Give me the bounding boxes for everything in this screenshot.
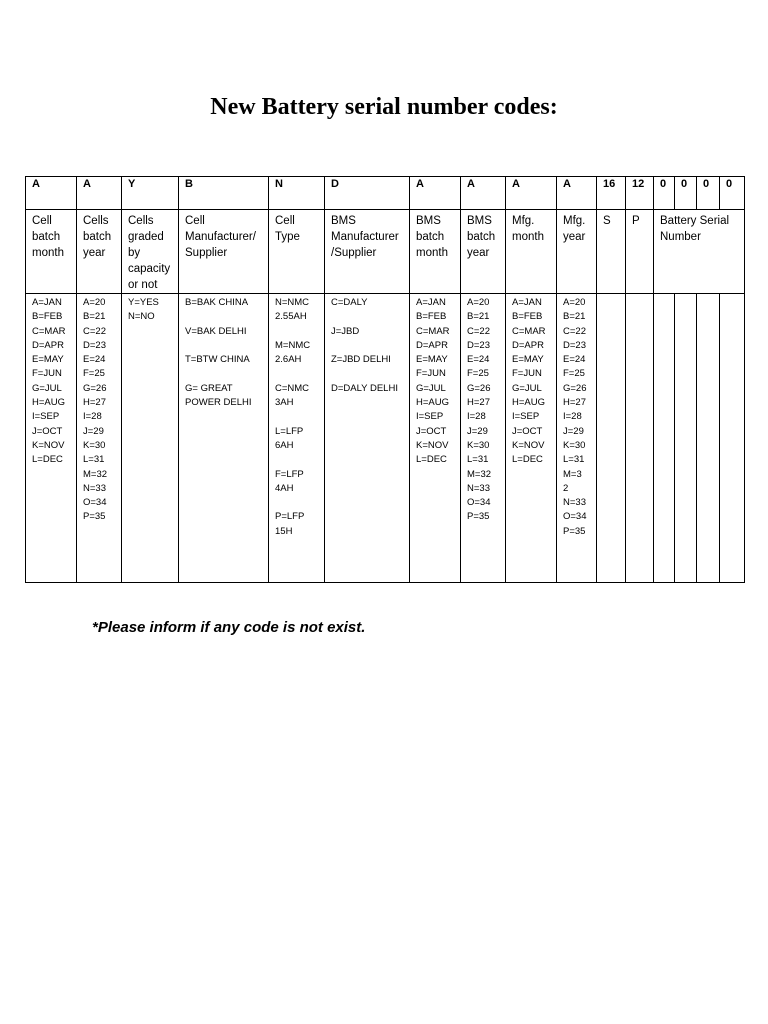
code-values <box>410 294 461 583</box>
text-line <box>275 325 320 339</box>
code-values <box>77 294 122 583</box>
text-line: C=MAR <box>32 325 66 337</box>
text-line: I=SEP <box>512 411 540 423</box>
text-line: G=JUL <box>512 382 542 394</box>
text-line: year <box>83 247 106 259</box>
text-line: by <box>128 247 141 259</box>
text-line: G=26 <box>83 382 107 394</box>
code-cell: B <box>179 177 269 210</box>
text-line: /Supplier <box>331 247 377 259</box>
field-label <box>179 210 269 294</box>
text-line: V=BAK DELHI <box>185 325 247 337</box>
text-line <box>331 339 405 353</box>
text-line: P=LFP <box>275 511 305 523</box>
text-line: BMS <box>467 215 492 227</box>
text-line: E=MAY <box>32 354 64 366</box>
text-line: G= GREAT <box>185 382 233 394</box>
text-line: K=30 <box>83 439 106 451</box>
text-line <box>185 310 264 324</box>
text-line: batch <box>83 231 112 243</box>
text-line: K=30 <box>563 439 586 451</box>
code-values <box>325 294 410 583</box>
text-line: F=JUN <box>512 368 542 380</box>
empty-cell <box>697 294 720 583</box>
field-label <box>269 210 325 294</box>
text-line: F=JUN <box>416 368 446 380</box>
text-line: J=29 <box>467 425 488 437</box>
code-cell: 0 <box>720 177 745 210</box>
field-label <box>654 210 745 294</box>
text-line: K=30 <box>467 439 490 451</box>
text-line: D=APR <box>512 339 544 351</box>
text-line: year <box>467 247 490 259</box>
text-line: N=NO <box>128 311 155 323</box>
text-line: N=NMC <box>275 297 310 308</box>
text-line: D=23 <box>83 339 106 351</box>
text-line <box>275 367 320 381</box>
text-line: I=28 <box>83 411 102 423</box>
text-line: O=34 <box>563 511 587 523</box>
text-line <box>331 310 405 324</box>
text-line: F=25 <box>467 368 489 380</box>
text-line: S <box>603 215 611 227</box>
text-line: Cell <box>185 215 205 227</box>
text-line: I=28 <box>563 411 582 423</box>
code-letter-row <box>26 177 745 210</box>
text-line: P=35 <box>83 511 106 523</box>
text-line: J=OCT <box>32 425 63 437</box>
text-line: H=27 <box>83 397 106 409</box>
text-line: N=33 <box>563 497 586 509</box>
text-line: BMS <box>416 215 441 227</box>
code-values <box>506 294 557 583</box>
code-cell: D <box>325 177 410 210</box>
text-line: B=21 <box>467 311 490 323</box>
text-line: M=3 <box>563 468 582 480</box>
field-label <box>410 210 461 294</box>
field-label-row <box>26 210 745 294</box>
text-line: 2.55AH <box>275 311 307 323</box>
code-cell: A <box>26 177 77 210</box>
text-line: L=DEC <box>32 454 63 466</box>
text-line: Cell <box>275 215 295 227</box>
field-label <box>461 210 506 294</box>
text-line: M=NMC <box>275 339 311 351</box>
text-line: Number <box>660 231 701 243</box>
text-line: D=DALY DELHI <box>331 382 398 394</box>
text-line: B=21 <box>563 311 586 323</box>
text-line: J=29 <box>563 425 584 437</box>
text-line: H=27 <box>467 397 490 409</box>
text-line: I=SEP <box>416 411 444 423</box>
text-line: 6AH <box>275 439 294 451</box>
text-line: P=35 <box>467 511 490 523</box>
text-line: C=22 <box>467 325 490 337</box>
text-line: G=26 <box>467 382 491 394</box>
text-line: K=NOV <box>32 439 65 451</box>
text-line: Mfg. <box>512 215 535 227</box>
text-line: D=APR <box>416 339 448 351</box>
code-values <box>557 294 597 583</box>
text-line <box>331 367 405 381</box>
text-line: H=AUG <box>512 397 545 409</box>
text-line: Mfg. <box>563 215 586 227</box>
code-cell: A <box>77 177 122 210</box>
text-line: Supplier <box>185 247 228 259</box>
footnote: *Please inform if any code is not exist. <box>92 619 366 636</box>
text-line: Type <box>275 231 300 243</box>
text-line: G=26 <box>563 382 587 394</box>
field-label <box>506 210 557 294</box>
text-line: C=MAR <box>416 325 450 337</box>
empty-cell <box>720 294 745 583</box>
text-line: A=JAN <box>32 297 62 308</box>
text-line: P <box>632 215 640 227</box>
text-line: batch <box>416 231 445 243</box>
code-cell: A <box>410 177 461 210</box>
text-line <box>275 453 320 467</box>
code-values <box>179 294 269 583</box>
text-line: B=21 <box>83 311 106 323</box>
text-line: C=MAR <box>512 325 546 337</box>
text-line: B=FEB <box>32 311 63 323</box>
text-line: Cells <box>128 215 154 227</box>
text-line: E=MAY <box>416 354 448 366</box>
text-line: F=25 <box>563 368 585 380</box>
text-line: L=31 <box>563 454 585 466</box>
serial-code-table <box>25 176 745 583</box>
text-line: month <box>32 247 64 259</box>
text-line: E=24 <box>467 354 490 366</box>
text-line: Cells <box>83 215 109 227</box>
text-line: H=AUG <box>32 397 65 409</box>
text-line: month <box>512 231 544 243</box>
field-label <box>557 210 597 294</box>
code-cell: 0 <box>675 177 697 210</box>
text-line: N=33 <box>467 482 490 494</box>
code-values <box>461 294 506 583</box>
text-line: C=22 <box>563 325 586 337</box>
text-line: C=DALY <box>331 297 368 308</box>
text-line: B=FEB <box>512 311 543 323</box>
text-line: Cell <box>32 215 52 227</box>
text-line: 15H <box>275 525 293 537</box>
text-line: N=33 <box>83 482 106 494</box>
text-line: K=NOV <box>416 439 449 451</box>
text-line: Manufacturer/ <box>185 231 256 243</box>
code-values <box>26 294 77 583</box>
text-line: E=MAY <box>512 354 544 366</box>
text-line: BMS <box>331 215 356 227</box>
text-line: A=20 <box>83 297 106 308</box>
text-line <box>275 496 320 510</box>
text-line: H=27 <box>563 397 586 409</box>
code-cell: N <box>269 177 325 210</box>
text-line <box>185 339 264 353</box>
text-line: C=22 <box>83 325 106 337</box>
text-line <box>275 410 320 424</box>
text-line: A=JAN <box>512 297 542 308</box>
text-line: year <box>563 231 586 243</box>
text-line: graded <box>128 231 164 243</box>
text-line: K=NOV <box>512 439 545 451</box>
code-cell: A <box>506 177 557 210</box>
text-line: POWER DELHI <box>185 397 252 409</box>
text-line: 2 <box>563 482 569 494</box>
empty-cell <box>675 294 697 583</box>
page-title: New Battery serial number codes: <box>210 94 558 120</box>
empty-cell <box>626 294 654 583</box>
text-line: A=20 <box>563 297 586 308</box>
text-line: batch <box>467 231 496 243</box>
empty-cell <box>654 294 675 583</box>
code-cell: 16 <box>597 177 626 210</box>
text-line: O=34 <box>467 497 491 509</box>
field-label <box>597 210 626 294</box>
text-line: I=28 <box>467 411 486 423</box>
text-line: month <box>416 247 448 259</box>
text-line: J=OCT <box>416 425 447 437</box>
code-cell: 12 <box>626 177 654 210</box>
text-line: Manufacturer <box>331 231 399 243</box>
text-line: G=JUL <box>416 382 446 394</box>
text-line: D=APR <box>32 339 64 351</box>
text-line: 3AH <box>275 397 294 409</box>
text-line: O=34 <box>83 497 107 509</box>
text-line: A=20 <box>467 297 490 308</box>
code-cell: Y <box>122 177 179 210</box>
text-line: L=DEC <box>512 454 543 466</box>
text-line: B=FEB <box>416 311 447 323</box>
empty-cell <box>597 294 626 583</box>
text-line: or not <box>128 279 158 291</box>
text-line: H=AUG <box>416 397 449 409</box>
field-label <box>325 210 410 294</box>
text-line: 2.6AH <box>275 354 302 366</box>
text-line: C=NMC <box>275 382 310 394</box>
text-line: J=OCT <box>512 425 543 437</box>
text-line: Y=YES <box>128 297 159 308</box>
text-line: E=24 <box>563 354 586 366</box>
text-line: J=29 <box>83 425 104 437</box>
code-values <box>122 294 179 583</box>
code-cell: A <box>461 177 506 210</box>
field-label <box>122 210 179 294</box>
text-line: D=23 <box>563 339 586 351</box>
text-line: I=SEP <box>32 411 60 423</box>
text-line: Battery Serial <box>660 215 730 227</box>
code-values <box>269 294 325 583</box>
text-line: L=31 <box>467 454 489 466</box>
text-line: M=32 <box>83 468 108 480</box>
text-line: D=23 <box>467 339 490 351</box>
text-line: G=JUL <box>32 382 62 394</box>
text-line: F=25 <box>83 368 105 380</box>
text-line: P=35 <box>563 525 586 537</box>
field-label <box>77 210 122 294</box>
text-line: L=DEC <box>416 454 447 466</box>
field-label <box>26 210 77 294</box>
text-line: capacity <box>128 263 171 275</box>
text-line: L=LFP <box>275 425 304 437</box>
code-values-row <box>26 294 745 583</box>
text-line: E=24 <box>83 354 106 366</box>
text-line: A=JAN <box>416 297 446 308</box>
text-line: L=31 <box>83 454 105 466</box>
text-line: T=BTW CHINA <box>185 354 250 366</box>
code-cell: 0 <box>697 177 720 210</box>
text-line <box>185 367 264 381</box>
field-label <box>626 210 654 294</box>
text-line: Z=JBD DELHI <box>331 354 391 366</box>
text-line: batch <box>32 231 61 243</box>
text-line: B=BAK CHINA <box>185 297 249 308</box>
text-line: M=32 <box>467 468 492 480</box>
code-cell: 0 <box>654 177 675 210</box>
text-line: 4AH <box>275 482 294 494</box>
text-line: J=JBD <box>331 325 360 337</box>
text-line: F=JUN <box>32 368 62 380</box>
code-cell: A <box>557 177 597 210</box>
text-line: F=LFP <box>275 468 304 480</box>
